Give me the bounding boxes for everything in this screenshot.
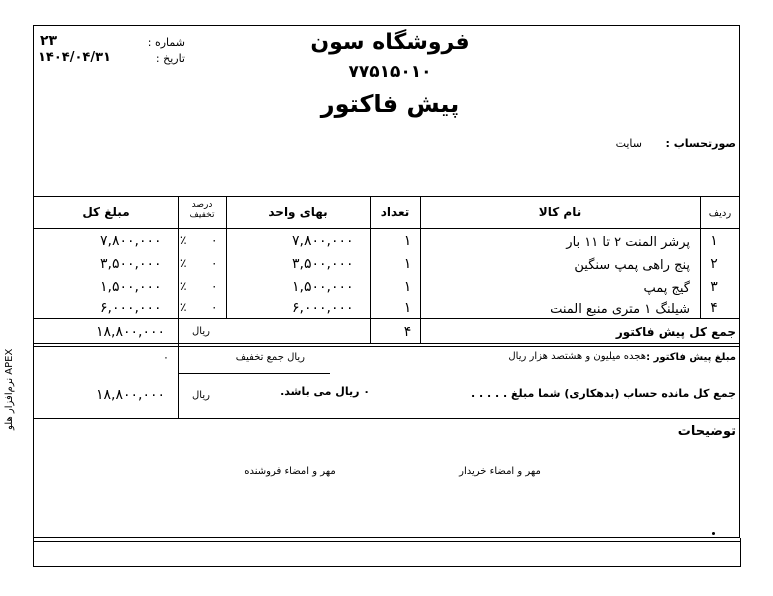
item-unit-price: ۷,۸۰۰,۰۰۰ bbox=[292, 233, 354, 249]
percent-sign: ٪ bbox=[180, 256, 187, 270]
amount-words: هجده میلیون و هشتصد هزار ریال bbox=[508, 351, 646, 362]
col-discount-header: درصد تخفیف bbox=[189, 200, 215, 220]
account-label: صورتحساب : bbox=[665, 137, 736, 150]
item-discount: ۰ bbox=[211, 233, 218, 247]
item-qty: ۱ bbox=[403, 300, 412, 316]
sum-currency: ریال bbox=[192, 326, 210, 337]
balance-value: ۱۸,۸۰۰,۰۰۰ bbox=[96, 387, 166, 403]
item-name: پرشر المنت ۲ تا ۱۱ بار bbox=[566, 235, 690, 250]
item-qty: ۱ bbox=[403, 256, 412, 272]
item-total: ۷,۸۰۰,۰۰۰ bbox=[100, 233, 162, 249]
item-discount: ۰ bbox=[211, 256, 218, 270]
item-name: گیج پمپ bbox=[643, 281, 690, 296]
item-qty: ۱ bbox=[403, 279, 412, 295]
store-phone: ۷۷۵۱۵۰۱۰ bbox=[348, 62, 432, 82]
row-number: ۳ bbox=[710, 279, 718, 295]
item-discount: ۰ bbox=[211, 279, 218, 293]
item-unit-price: ۱,۵۰۰,۰۰۰ bbox=[292, 279, 354, 295]
sum-total: ۱۸,۸۰۰,۰۰۰ bbox=[96, 324, 166, 340]
balance-currency: ریال bbox=[192, 390, 210, 401]
item-discount: ۰ bbox=[211, 300, 218, 314]
col-name-header: نام کالا bbox=[538, 205, 582, 219]
buyer-signature: مهر و امضاء خریدار bbox=[459, 466, 541, 477]
amount-words-label: مبلغ پیش فاکتور : bbox=[646, 352, 736, 363]
date-label: تاریخ : bbox=[155, 52, 185, 65]
percent-sign: ٪ bbox=[180, 300, 187, 314]
item-unit-price: ۶,۰۰۰,۰۰۰ bbox=[292, 300, 354, 316]
discount-value: ۰ bbox=[163, 351, 169, 364]
notes-title: توضیحات bbox=[677, 424, 736, 439]
percent-sign: ٪ bbox=[180, 233, 187, 247]
item-unit-price: ۳,۵۰۰,۰۰۰ bbox=[292, 256, 354, 272]
seller-signature: مهر و امضاء فروشنده bbox=[244, 466, 336, 477]
row-number: ۲ bbox=[710, 256, 718, 272]
balance-words: ۰ ریال می باشد. bbox=[280, 385, 370, 398]
row-number: ۱ bbox=[710, 233, 718, 249]
col-qty-header: تعداد bbox=[380, 205, 410, 219]
account-value: سایت bbox=[615, 137, 642, 150]
col-row-header: ردیف bbox=[708, 208, 732, 219]
col-total-header: مبلغ کل bbox=[82, 205, 130, 219]
side-software-label: نرم‌افزار هلو APEX bbox=[4, 348, 15, 430]
item-total: ۶,۰۰۰,۰۰۰ bbox=[100, 300, 162, 316]
col-unit-price-header: بهای واحد bbox=[268, 205, 328, 219]
percent-sign: ٪ bbox=[180, 279, 187, 293]
date-value: ۱۴۰۴/۰۴/۳۱ bbox=[38, 50, 111, 65]
number-label: شماره : bbox=[147, 36, 185, 49]
dot-mark bbox=[712, 532, 715, 535]
item-total: ۳,۵۰۰,۰۰۰ bbox=[100, 256, 162, 272]
item-qty: ۱ bbox=[403, 233, 412, 249]
number-value: ۲۳ bbox=[40, 33, 58, 49]
balance-label: جمع کل مانده حساب (بدهکاری) شما مبلغ . . . . . bbox=[470, 387, 736, 400]
doc-title: پیش فاکتور bbox=[320, 90, 460, 118]
sum-label: جمع کل پیش فاکتور bbox=[615, 325, 736, 339]
item-name: پنج راهی پمپ سنگین bbox=[574, 258, 690, 273]
item-name: شیلنگ ۱ متری منبع المنت bbox=[550, 302, 690, 317]
store-name: فروشگاه سون bbox=[310, 30, 470, 55]
discount-label: ریال جمع تخفیف bbox=[235, 352, 305, 363]
row-number: ۴ bbox=[710, 300, 718, 316]
sum-qty: ۴ bbox=[403, 324, 412, 340]
item-total: ۱,۵۰۰,۰۰۰ bbox=[100, 279, 162, 295]
